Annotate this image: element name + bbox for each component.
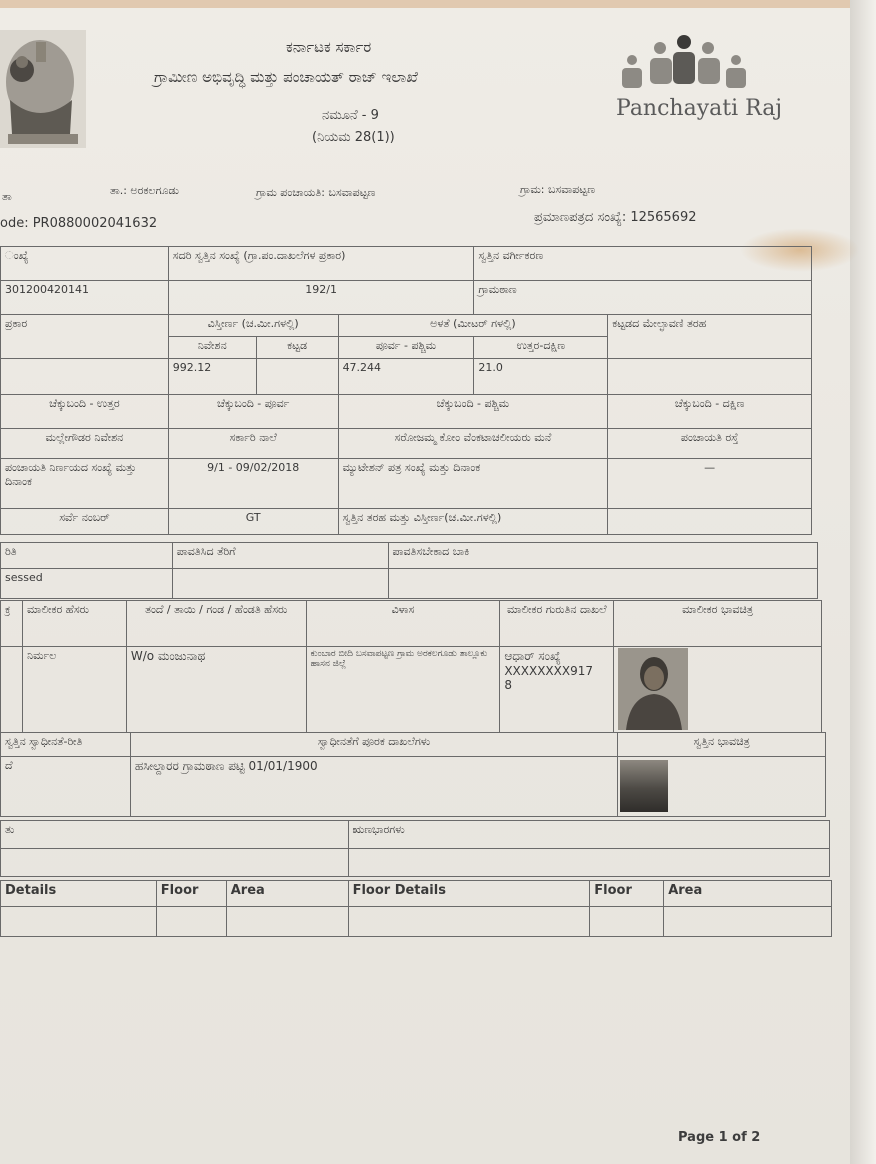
cell-area-label-1: Area bbox=[226, 881, 348, 907]
cell-tax-due-label: ಪಾವತಿಸಬೇಕಾದ ಬಾಕಿ bbox=[388, 543, 817, 569]
cell-area-head: ವಿಸ್ತೀರ್ಣ (ಚ.ಮೀ.ಗಳಲ್ಲಿ) bbox=[168, 315, 338, 337]
cell-property-no-label: ಸದರಿ ಸ್ವತ್ತಿನ ಸಂಖ್ಯೆ (ಗ್ರಾ.ಪಂ.ದಾಖಲೆಗಳ ಪ್ರಕಾರ) bbox=[168, 247, 474, 281]
cell-site-label: ನಿವೇಶನ bbox=[168, 337, 256, 359]
cell-dim-head: ಅಳತೆ (ಮೀಟರ್ ಗಳಲ್ಲಿ) bbox=[338, 315, 608, 337]
id-type: ಆಧಾರ್ ಸಂಖ್ಯೆ bbox=[504, 649, 561, 663]
cell-resolution-value: 9/1 - 09/02/2018 bbox=[168, 459, 338, 509]
cell-floor-value-1 bbox=[156, 907, 226, 937]
paper-shadow bbox=[850, 0, 876, 1164]
gram-panchayat: ಗ್ರಾಮ ಪಂಚಾಯತಿ: ಬಸವಾಪಟ್ಟಣ bbox=[256, 186, 376, 199]
owner-portrait-icon bbox=[618, 648, 688, 730]
cell-north-label: ಚೆಕ್ಕುಬಂದಿ - ಉತ್ತರ bbox=[1, 395, 169, 429]
cell-building-label: ಕಟ್ಟಡ bbox=[256, 337, 338, 359]
cell-survey-value: GT bbox=[168, 509, 338, 535]
id-number: XXXXXXXX917 bbox=[504, 664, 593, 678]
cell-floor-label-1: Floor bbox=[156, 881, 226, 907]
owner-table bbox=[0, 600, 822, 733]
property-table bbox=[0, 246, 812, 535]
cell-nature-area-value bbox=[608, 509, 812, 535]
cell-assessed-label: sessed bbox=[1, 569, 173, 599]
cell-floor-details-label: Floor Details bbox=[348, 881, 590, 907]
form-number: ನಮೂನೆ - 9 bbox=[322, 108, 379, 123]
cell-relation-value: W/o ಮಂಜುನಾಥ bbox=[126, 647, 306, 733]
cell-property-no-value: 192/1 bbox=[168, 281, 474, 315]
cell-owner-photo-label: ಮಾಲೀಕರ ಭಾವಚಿತ್ರ bbox=[614, 601, 822, 647]
cell-tax-label: ರಿತಿ bbox=[1, 543, 173, 569]
cell-area-value-2 bbox=[664, 907, 832, 937]
cell-floor-details-value bbox=[348, 907, 590, 937]
cell-tax-due-value bbox=[388, 569, 817, 599]
property-code: ode: PR0880002041632 bbox=[0, 216, 158, 231]
cell-survey-label: ಸರ್ವೆ ನಂಬರ್ bbox=[1, 509, 169, 535]
cell-site-value: 992.12 bbox=[168, 359, 256, 395]
cell-serial-value bbox=[1, 647, 23, 733]
panchayati-raj-logo-icon bbox=[610, 34, 760, 94]
cell-mutation-value: — bbox=[608, 459, 812, 509]
cell-east-label: ಚೆಕ್ಕುಬಂದಿ - ಪೂರ್ವ bbox=[168, 395, 338, 429]
cell-id-value bbox=[500, 647, 614, 733]
meta-left-label: ತಾ bbox=[2, 190, 12, 203]
cell-roof-value bbox=[608, 359, 812, 395]
cell-west-label: ಚೆಕ್ಕುಬಂದಿ - ಪಶ್ಚಿಮ bbox=[338, 395, 608, 429]
paper-edge bbox=[0, 0, 876, 8]
cell-id-value: 30120042014​1 bbox=[1, 281, 169, 315]
cell-remarks-value bbox=[1, 849, 349, 877]
cell-south-value: ಪಂಚಾಯತಿ ರಸ್ತೆ bbox=[608, 429, 812, 459]
cell-tax-paid-value bbox=[172, 569, 388, 599]
cell-classification-value: ಗ್ರಾಮಠಾಣ bbox=[474, 281, 812, 315]
id-number-tail: 8 bbox=[504, 678, 512, 692]
remarks-table bbox=[0, 820, 830, 877]
panchayati-raj-text: Panchayati Raj bbox=[616, 96, 783, 121]
cell-address-label: ವಿಳಾಸ bbox=[306, 601, 500, 647]
cell-floor-value-2 bbox=[590, 907, 664, 937]
property-photo bbox=[620, 760, 668, 812]
cell-classification-label: ಸ್ವತ್ತಿನ ವರ್ಗೀಕರಣ bbox=[474, 247, 812, 281]
gov-title: ಕರ್ನಾಟಕ ಸರ್ಕಾರ bbox=[286, 38, 372, 56]
cell-building-value bbox=[256, 359, 338, 395]
cell-west-value: ಸರೋಜಮ್ಮ ಕೋಂ ವೆಂಕಟಾಚಲೀಯರು ಮನೆ bbox=[338, 429, 608, 459]
karnataka-emblem-icon bbox=[0, 30, 86, 148]
cell-details-value bbox=[1, 907, 157, 937]
tax-table bbox=[0, 542, 818, 599]
cell-empty bbox=[1, 359, 169, 395]
cell-encumbrance-label: ಋಣಭಾರಗಳು bbox=[348, 821, 829, 849]
certificate-number: ಪ್ರಮಾಣಪತ್ರದ ಸಂಖ್ಯೆ: 12565692 bbox=[534, 210, 697, 225]
cell-relation-label: ತಂದೆ / ತಾಯಿ / ಗಂಡ / ಹೆಂಡತಿ ಹೆಸರು bbox=[126, 601, 306, 647]
cell-possession-type-value: ದೆ bbox=[1, 757, 131, 817]
cell-area-value-1 bbox=[226, 907, 348, 937]
cell-details-label: Details bbox=[1, 881, 157, 907]
cell-property-photo-label: ಸ್ವತ್ತಿನ ಭಾವಚಿತ್ರ bbox=[618, 733, 826, 757]
cell-ew-label: ಪೂರ್ವ - ಪಶ್ಚಿಮ bbox=[338, 337, 474, 359]
rule-number: (ನಿಯಮ 28(1)) bbox=[312, 130, 395, 145]
cell-roof-head: ಕಟ್ಟಡದ ಮೇಲ್ಛಾವಣಿ ತರಹ bbox=[608, 315, 812, 359]
possession-table bbox=[0, 732, 826, 817]
cell-ns-value: 21.0 bbox=[474, 359, 608, 395]
page-number: Page 1 of 2 bbox=[678, 1130, 761, 1145]
cell-north-value: ಮಲ್ಲೇಗೌಡರ ನಿವೇಶನ bbox=[1, 429, 169, 459]
cell-address-value: ಕುಂಬಾರ ಬೀದಿ ಬಸವಾಪಟ್ಟಣ ಗ್ರಾಮ ಅರಕಲಗೂಡು ತಾಲ್ಲೂಕು ಹಾಸನ ಜಿಲ್ಲೆ bbox=[306, 647, 500, 733]
cell-possession-docs-value: ಹಸೀಲ್ದಾರರ ಗ್ರಾಮಠಾಣ ಪಟ್ಟಿ 01/01/1900 bbox=[130, 757, 617, 817]
cell-ns-label: ಉತ್ತರ-ದಕ್ಷಿಣ bbox=[474, 337, 608, 359]
cell-resolution-label: ಪಂಚಾಯತಿ ನಿರ್ಣಯದ ಸಂಖ್ಯೆ ಮತ್ತು ದಿನಾಂಕ bbox=[1, 459, 169, 509]
cell-encumbrance-value bbox=[348, 849, 829, 877]
cell-owner-name-value: ನಿರ್ಮಲ bbox=[22, 647, 126, 733]
cell-floor-label-2: Floor bbox=[590, 881, 664, 907]
cell-south-label: ಚೆಕ್ಕುಬಂದಿ - ದಕ್ಷಿಣ bbox=[608, 395, 812, 429]
cell-ew-value: 47.244 bbox=[338, 359, 474, 395]
dept-title: ಗ್ರಾಮೀಣ ಅಭಿವೃದ್ಧಿ ಮತ್ತು ಪಂಚಾಯತ್ ರಾಜ್ ಇಲಾಖೆ bbox=[154, 68, 418, 86]
cell-owner-name-label: ಮಾಲೀಕರ ಹೆಸರು bbox=[22, 601, 126, 647]
cell-number-label: ಂಖ್ಯೆ bbox=[1, 247, 169, 281]
cell-nature-area-label: ಸ್ವತ್ತಿನ ತರಹ ಮತ್ತು ವಿಸ್ತೀರ್ಣ(ಚ.ಮೀ.ಗಳಲ್ಲಿ) bbox=[338, 509, 608, 535]
cell-remarks-label: ತು bbox=[1, 821, 349, 849]
cell-east-value: ಸರ್ಕಾರಿ ನಾಲೆ bbox=[168, 429, 338, 459]
cell-possession-docs-label: ಸ್ವಾಧೀನತೆಗೆ ಪೂರಕ ದಾಖಲೆಗಳು bbox=[130, 733, 617, 757]
cell-serial-label: ಕ್ರ bbox=[1, 601, 23, 647]
village: ಗ್ರಾಮ: ಬಸವಾಪಟ್ಟಣ bbox=[520, 183, 596, 196]
cell-type-label: ಪ್ರಕಾರ bbox=[1, 315, 169, 359]
cell-mutation-label: ಮ್ಯುಟೇಶನ್ ಪತ್ರ ಸಂಖ್ಯೆ ಮತ್ತು ದಿನಾಂಕ bbox=[338, 459, 608, 509]
cell-area-label-2: Area bbox=[664, 881, 832, 907]
owner-photo bbox=[618, 648, 688, 730]
floor-table bbox=[0, 880, 832, 937]
taluk: ತಾ.: ಅರಕಲಗೂಡು bbox=[110, 184, 180, 197]
cell-tax-paid-label: ಪಾವತಿಸಿದ ತೆರಿಗೆ bbox=[172, 543, 388, 569]
cell-possession-type-label: ಸ್ವತ್ತಿನ ಸ್ವಾಧೀನತೆ-ರೀತಿ bbox=[1, 733, 131, 757]
cell-id-label: ಮಾಲೀಕರ ಗುರುತಿನ ದಾಖಲೆ bbox=[500, 601, 614, 647]
